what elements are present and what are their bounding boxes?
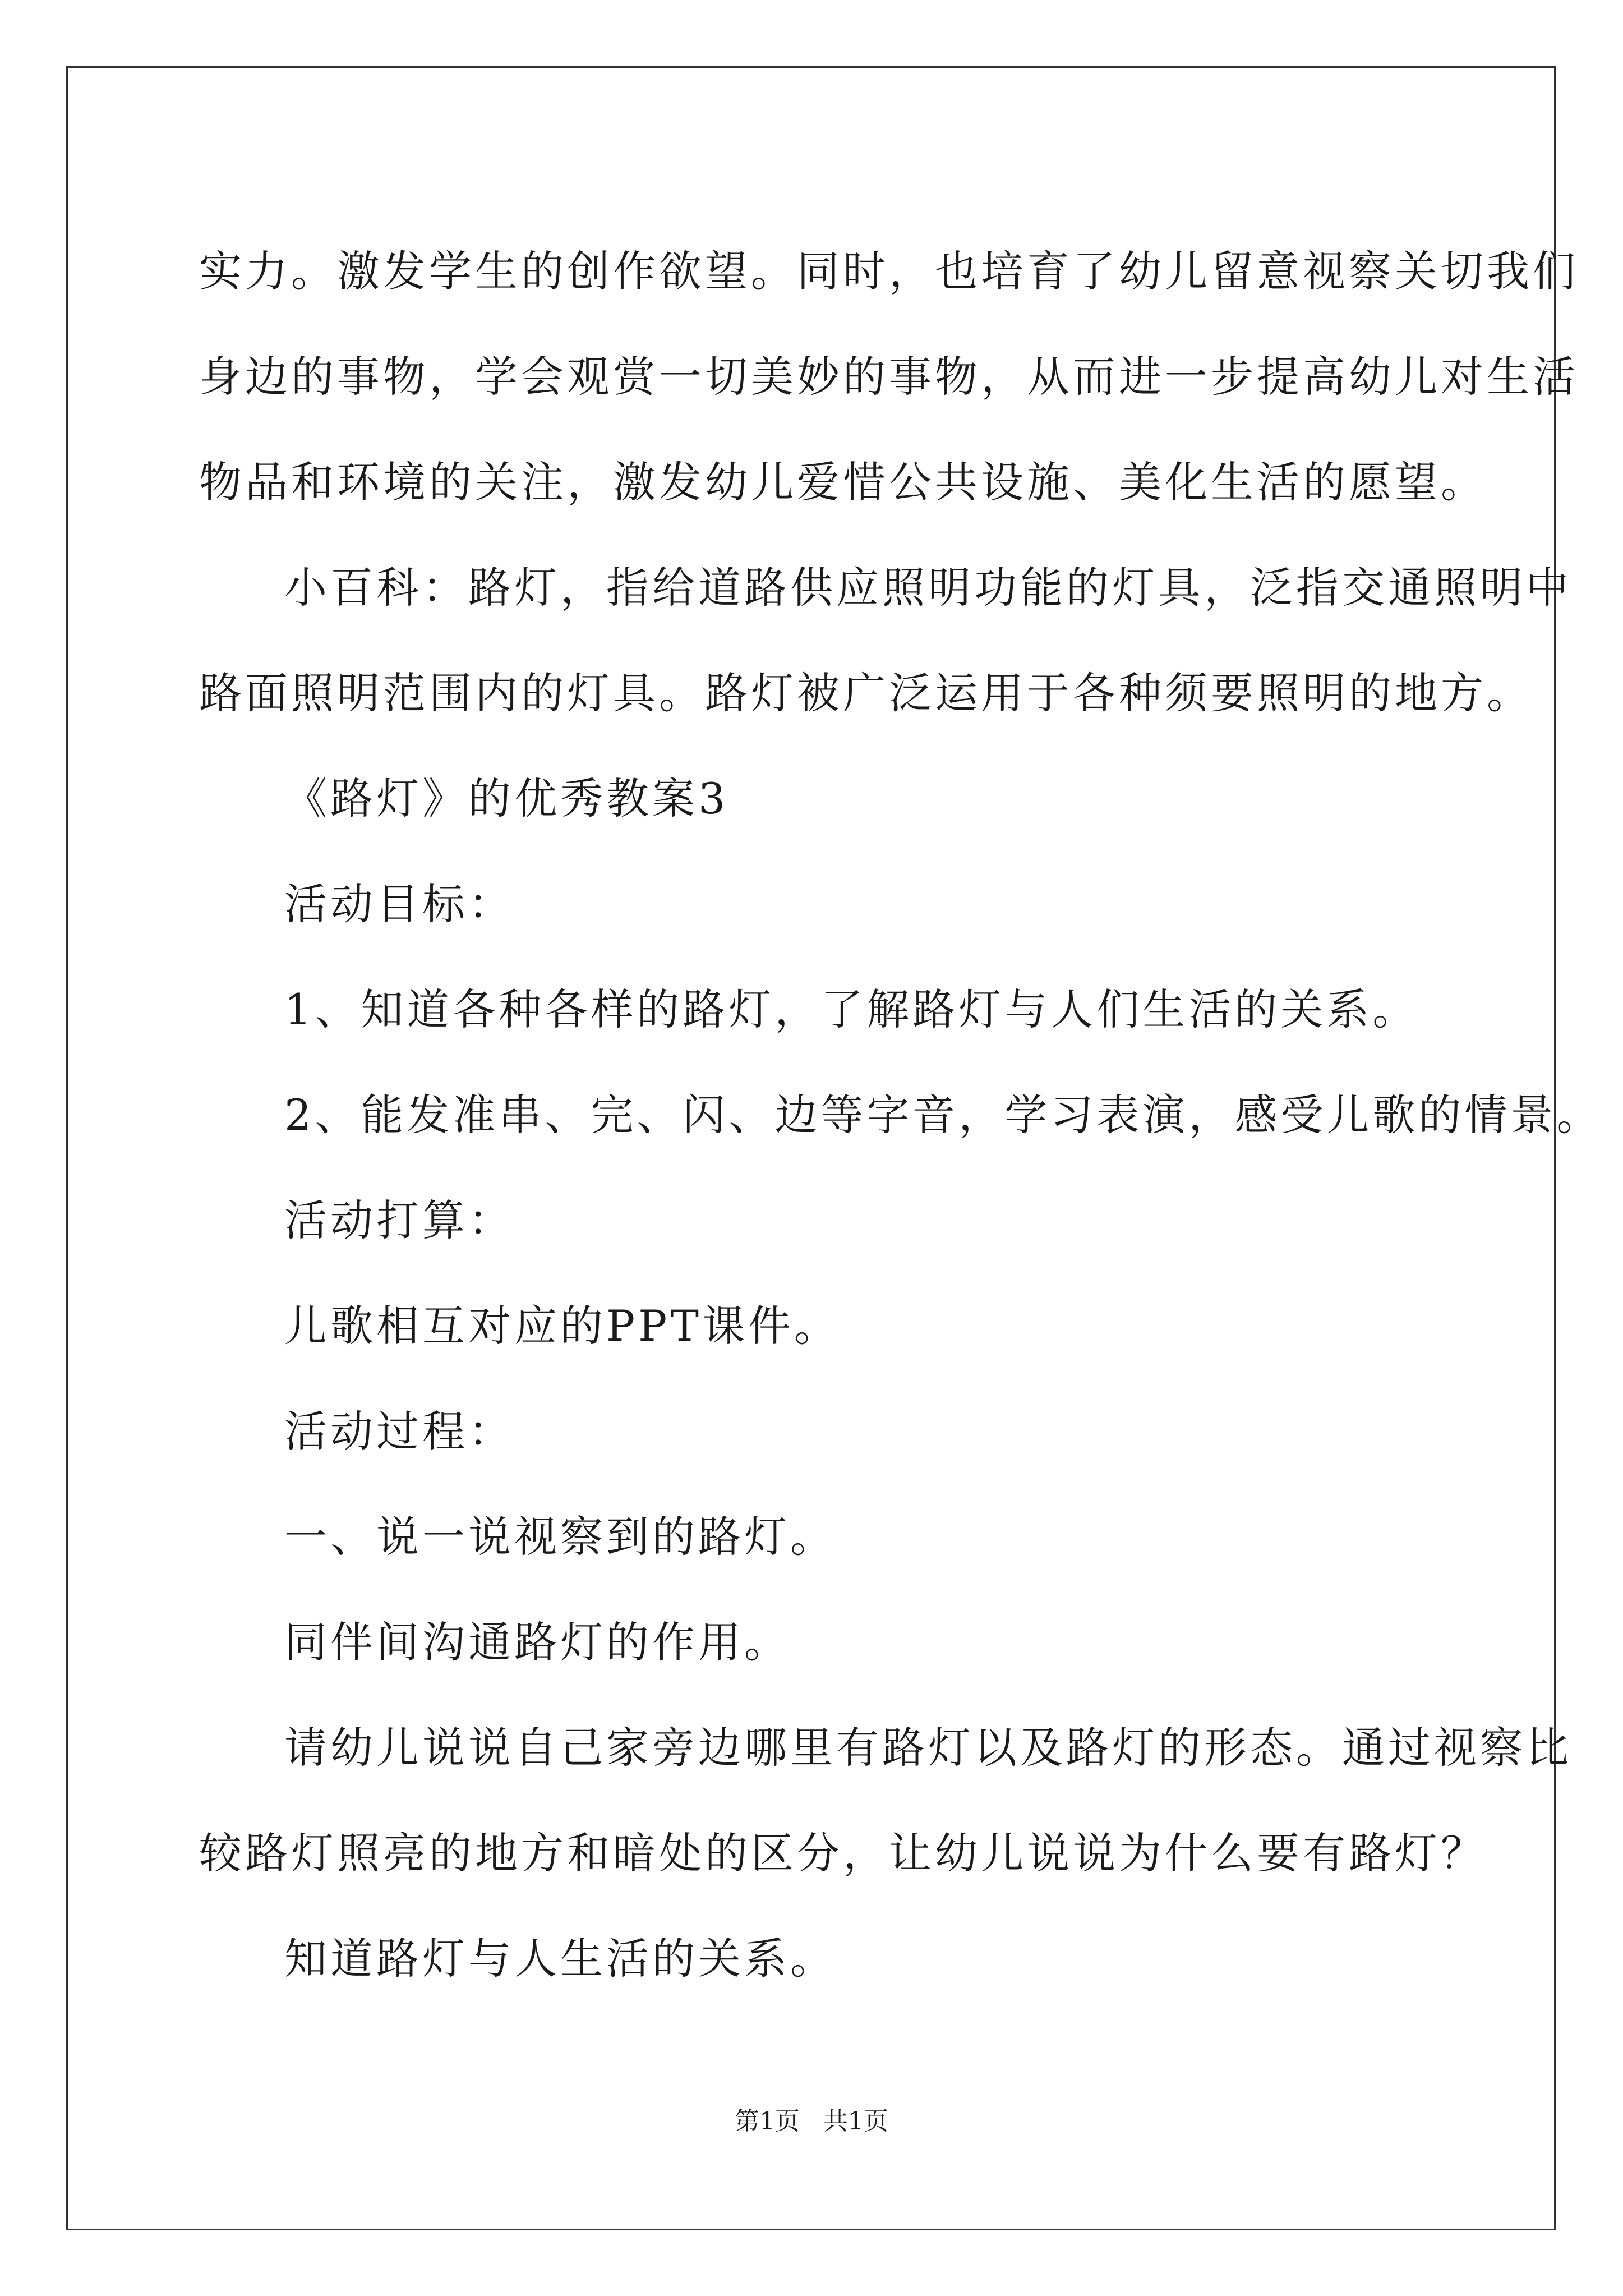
paragraph: 一、说一说视察到的路灯。: [284, 1512, 836, 1562]
paragraph: 活动打算：: [284, 1195, 514, 1245]
paragraph: 物品和环境的关注，激发幼儿爱惜公共设施、美化生活的愿望。: [199, 457, 1487, 507]
paragraph: 实力。激发学生的创作欲望。同时，也培育了幼儿留意视察关切我们: [199, 246, 1579, 296]
paragraph: 同伴间沟通路灯的作用。: [284, 1617, 790, 1667]
document-body: [199, 219, 1603, 2012]
paragraph: 知道路灯与人生活的关系。: [284, 1934, 836, 1984]
section-heading: 《路灯》的优秀教案3: [284, 774, 729, 823]
paragraph: 2、能发准串、完、闪、边等字音，学习表演，感受儿歌的情景。: [284, 1090, 1603, 1140]
paragraph: 活动目标：: [284, 879, 514, 929]
paragraph: 小百科：路灯，指给道路供应照明功能的灯具，泛指交通照明中: [284, 563, 1572, 613]
paragraph: 1、知道各种各样的路灯，了解路灯与人们生活的关系。: [284, 984, 1419, 1034]
paragraph: 路面照明范围内的灯具。路灯被广泛运用于各种须要照明的地方。: [199, 668, 1533, 718]
paragraph: 较路灯照亮的地方和暗处的区分，让幼儿说说为什么要有路灯？: [199, 1828, 1487, 1878]
page-footer: 第1页 共1页: [735, 2107, 888, 2136]
paragraph: 身边的事物，学会观赏一切美妙的事物，从而进一步提高幼儿对生活: [199, 352, 1579, 402]
paragraph: 请幼儿说说自己家旁边哪里有路灯以及路灯的形态。通过视察比: [284, 1723, 1572, 1773]
paragraph: 活动过程：: [284, 1406, 514, 1456]
paragraph: 儿歌相互对应的PPT课件。: [284, 1301, 840, 1351]
